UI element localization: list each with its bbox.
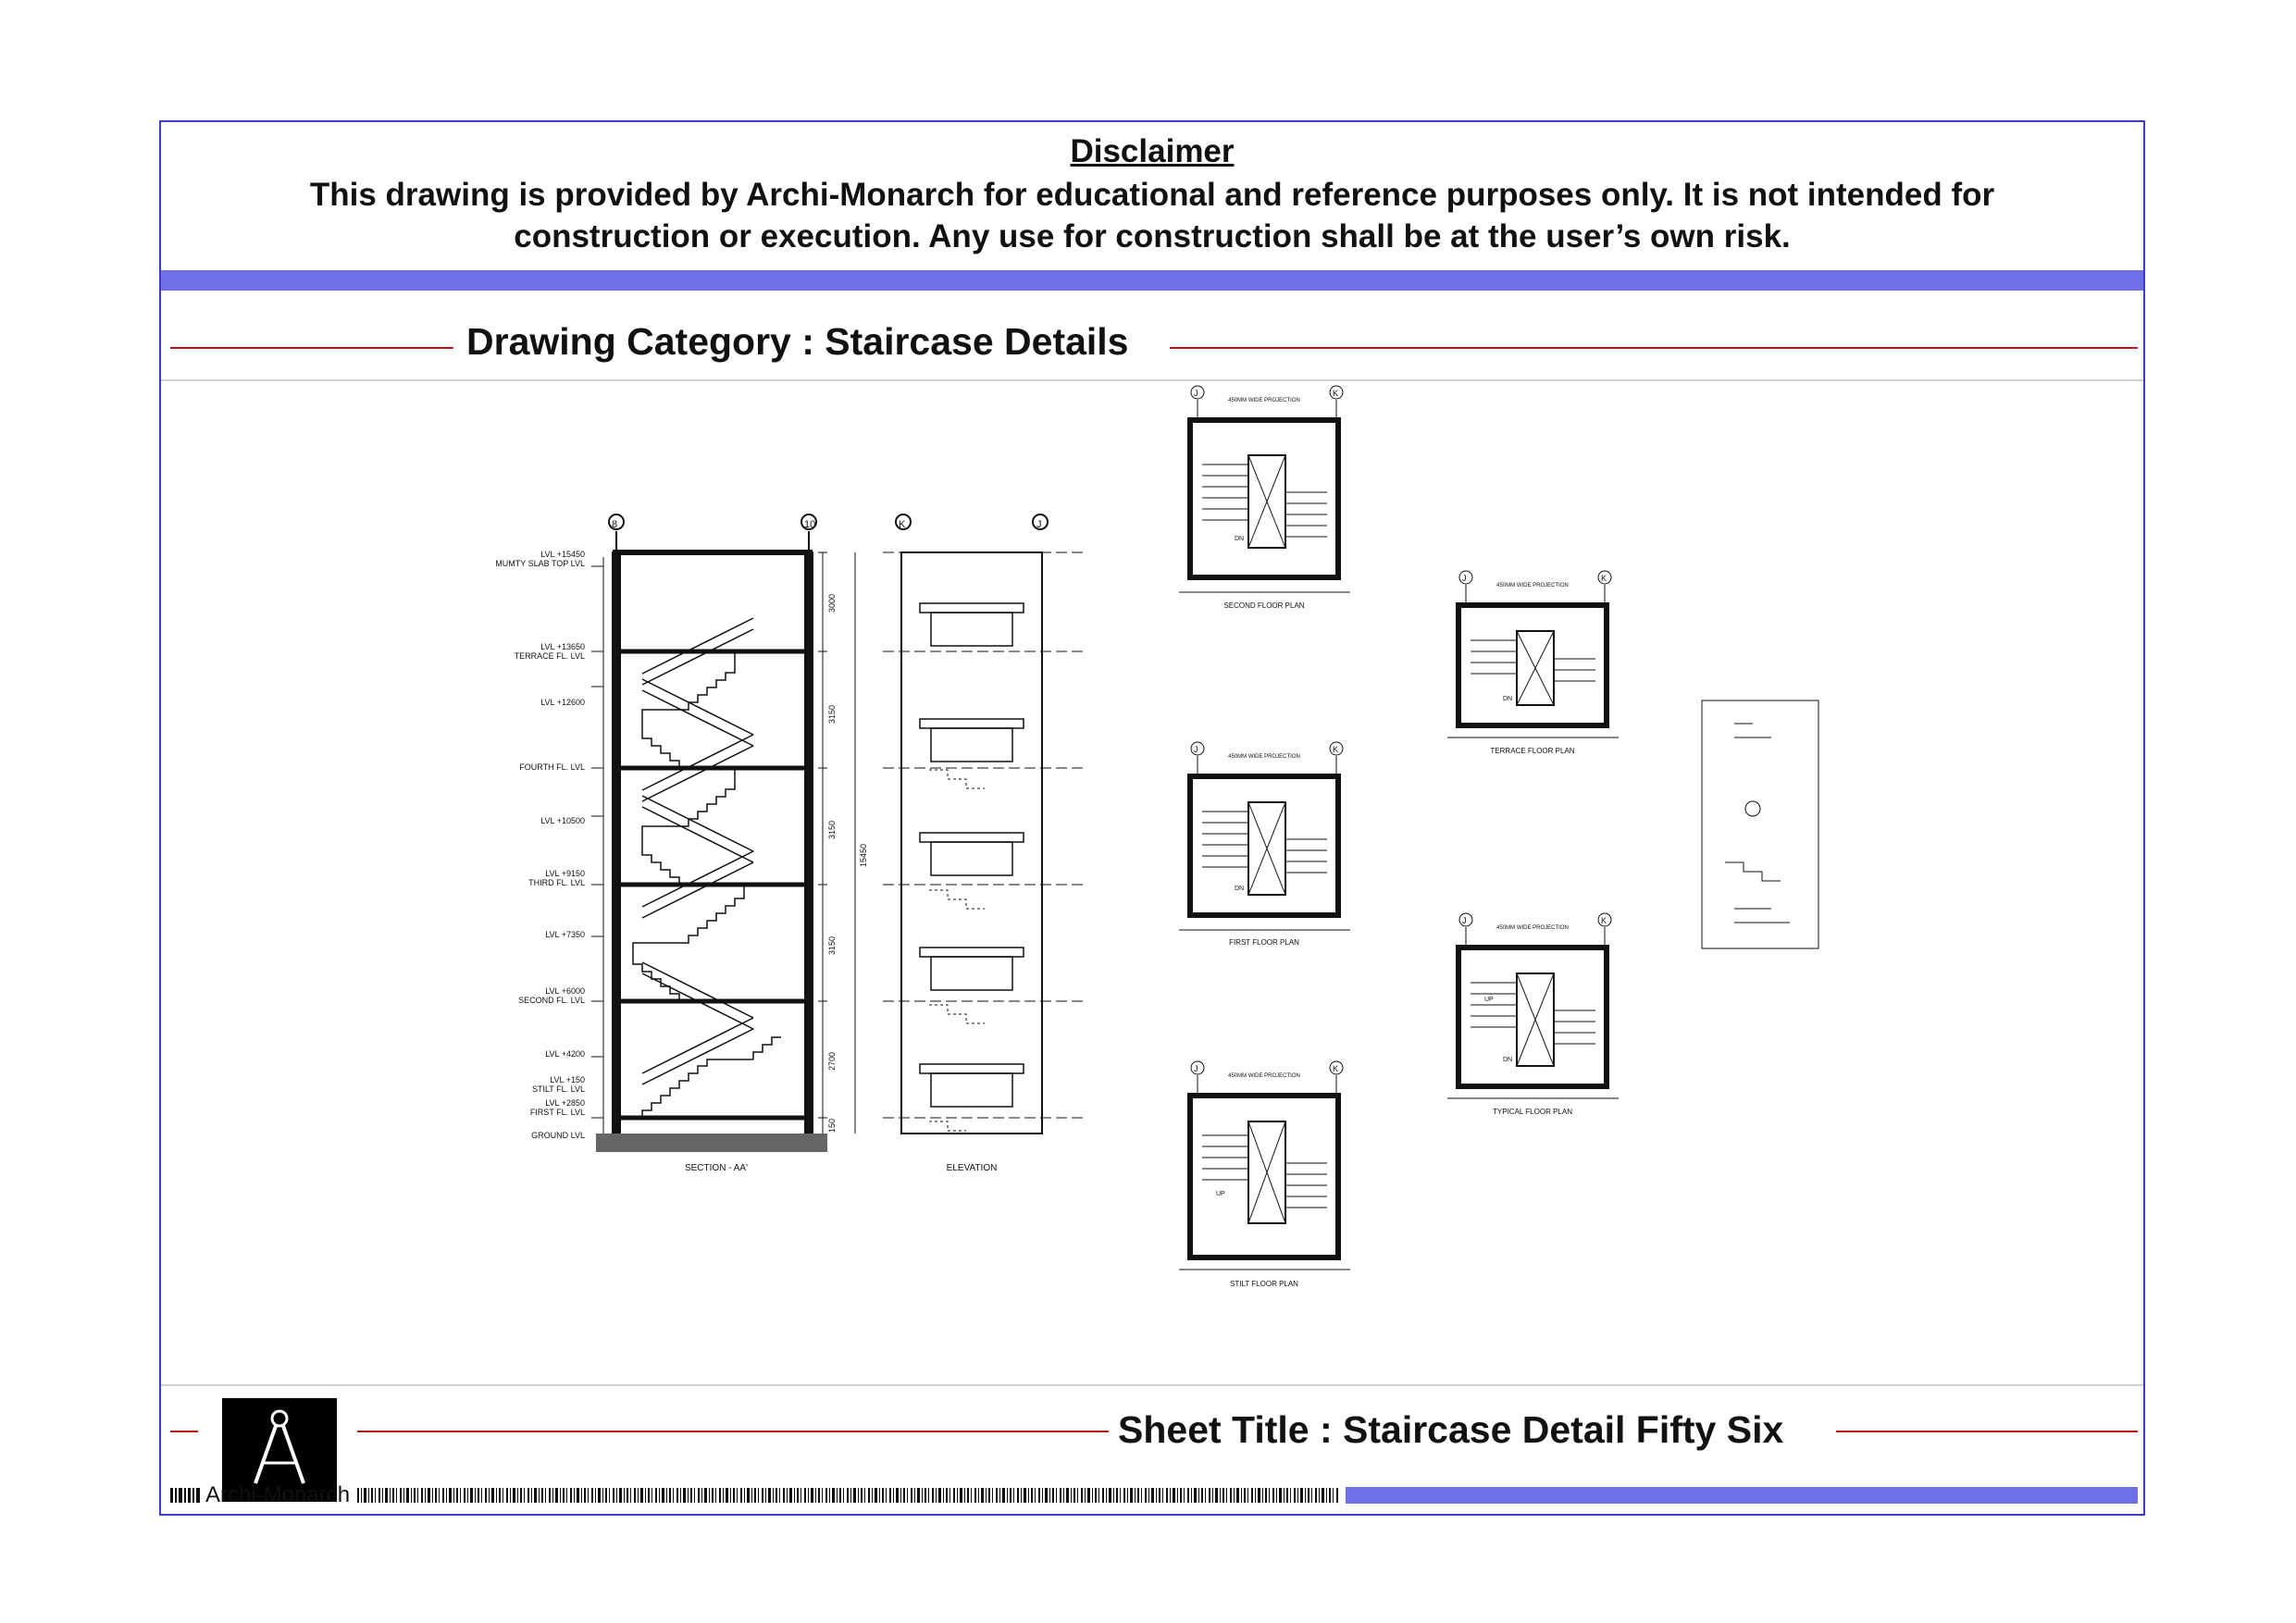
- barcode-left: [170, 1488, 204, 1503]
- plan-note: 450MM WIDE PROJECTION: [1496, 925, 1569, 931]
- level-label: FIRST FL. LVL: [529, 1108, 585, 1117]
- level-label: LVL +2850: [545, 1098, 585, 1108]
- detail-thumbnail: [1702, 700, 1818, 948]
- svg-text:DN: DN: [1235, 536, 1245, 542]
- plan-caption: STILT FLOOR PLAN: [1230, 1280, 1298, 1288]
- svg-text:J: J: [1462, 574, 1467, 583]
- dim-2700: 2700: [827, 1051, 837, 1071]
- level-label: MUMTY SLAB TOP LVL: [495, 559, 585, 568]
- elevation-view: [883, 514, 1086, 1173]
- plan-note: 450MM WIDE PROJECTION: [1496, 583, 1569, 588]
- elevation-caption: ELEVATION: [946, 1163, 998, 1173]
- svg-text:J: J: [1462, 916, 1467, 925]
- floor-plan-typical: [1447, 913, 1619, 1116]
- plan-caption: FIRST FLOOR PLAN: [1229, 938, 1299, 947]
- svg-text:K: K: [1601, 916, 1607, 925]
- disclaimer-text: This drawing is provided by Archi-Monarch for educational and reference purposes only. It is not intended for construction or execution. Any use for construction shall be at the user’s own risk.: [309, 177, 1995, 254]
- plan-caption: TERRACE FLOOR PLAN: [1490, 747, 1575, 755]
- elevation-grid-j: J: [1036, 519, 1042, 530]
- dim-3000: 3000: [827, 593, 837, 613]
- sheet-title: Sheet Title : Staircase Detail Fifty Six: [1118, 1408, 1784, 1451]
- plan-caption: TYPICAL FLOOR PLAN: [1493, 1108, 1572, 1116]
- plan-note: 450MM WIDE PROJECTION: [1228, 754, 1300, 760]
- svg-text:K: K: [1333, 389, 1339, 398]
- cad-drawing: [161, 381, 2145, 1501]
- floor-plan-second: [1179, 386, 1350, 610]
- level-label: GROUND LVL: [531, 1131, 585, 1140]
- level-label: LVL +6000: [545, 986, 585, 996]
- barcode-strip: [357, 1488, 1338, 1503]
- level-label: LVL +12600: [540, 698, 585, 707]
- level-label: LVL +9150: [545, 869, 585, 878]
- level-label: LVL +10500: [540, 816, 585, 825]
- drawing-sheet: [159, 120, 2145, 1516]
- level-label: TERRACE FL. LVL: [514, 651, 585, 661]
- plan-note: 450MM WIDE PROJECTION: [1228, 1073, 1300, 1079]
- level-label: THIRD FL. LVL: [528, 878, 585, 887]
- disclaimer-title: Disclaimer: [1070, 133, 1235, 169]
- category-rule-right: [1170, 347, 2138, 349]
- svg-text:K: K: [1333, 745, 1339, 754]
- header-band: [161, 270, 2143, 291]
- level-label: STILT FL. LVL: [531, 1084, 585, 1094]
- dim-150: 150: [827, 1118, 837, 1133]
- svg-text:DN: DN: [1235, 886, 1245, 892]
- level-label: LVL +15450: [540, 550, 585, 559]
- svg-text:DN: DN: [1503, 696, 1513, 702]
- level-label: FOURTH FL. LVL: [519, 762, 585, 772]
- level-label: LVL +4200: [545, 1049, 585, 1059]
- level-label: LVL +13650: [540, 642, 585, 651]
- footer-band: [1346, 1487, 2138, 1504]
- dim-3150-b: 3150: [827, 820, 837, 839]
- level-label: SECOND FL. LVL: [518, 996, 585, 1005]
- section-grid-10: 10: [804, 519, 816, 530]
- dim-total: 15450: [859, 843, 868, 867]
- svg-text:J: J: [1194, 389, 1198, 398]
- title-rule-right: [1836, 1431, 2138, 1432]
- plan-note: 450MM WIDE PROJECTION: [1228, 398, 1300, 403]
- section-caption: SECTION - AA': [684, 1163, 749, 1173]
- floor-plan-stilt: [1179, 1061, 1350, 1288]
- dim-3150-a: 3150: [827, 704, 837, 724]
- svg-text:K: K: [1601, 574, 1607, 583]
- floor-plan-first: [1179, 742, 1350, 947]
- dim-3150-c: 3150: [827, 935, 837, 955]
- footer-divider: [161, 1384, 2143, 1386]
- section-aa: [495, 514, 868, 1173]
- svg-text:J: J: [1194, 1064, 1198, 1073]
- title-rule-middle: [357, 1431, 1109, 1432]
- category-rule-left: [170, 347, 453, 349]
- floor-plan-terrace: [1447, 571, 1619, 755]
- svg-text:DN: DN: [1503, 1057, 1513, 1063]
- svg-text:UP: UP: [1484, 997, 1494, 1003]
- svg-text:K: K: [1333, 1064, 1339, 1073]
- level-label: LVL +150: [550, 1075, 585, 1084]
- section-grid-8: 8: [612, 519, 618, 530]
- svg-text:UP: UP: [1216, 1191, 1225, 1197]
- drawing-category: Drawing Category : Staircase Details: [466, 320, 1129, 363]
- plan-caption: SECOND FLOOR PLAN: [1223, 601, 1305, 610]
- brand-name: Archi-Monarch: [205, 1482, 351, 1507]
- level-label: LVL +7350: [545, 930, 585, 939]
- title-rule-left: [170, 1431, 198, 1432]
- svg-text:J: J: [1194, 745, 1198, 754]
- elevation-grid-k: K: [899, 519, 906, 530]
